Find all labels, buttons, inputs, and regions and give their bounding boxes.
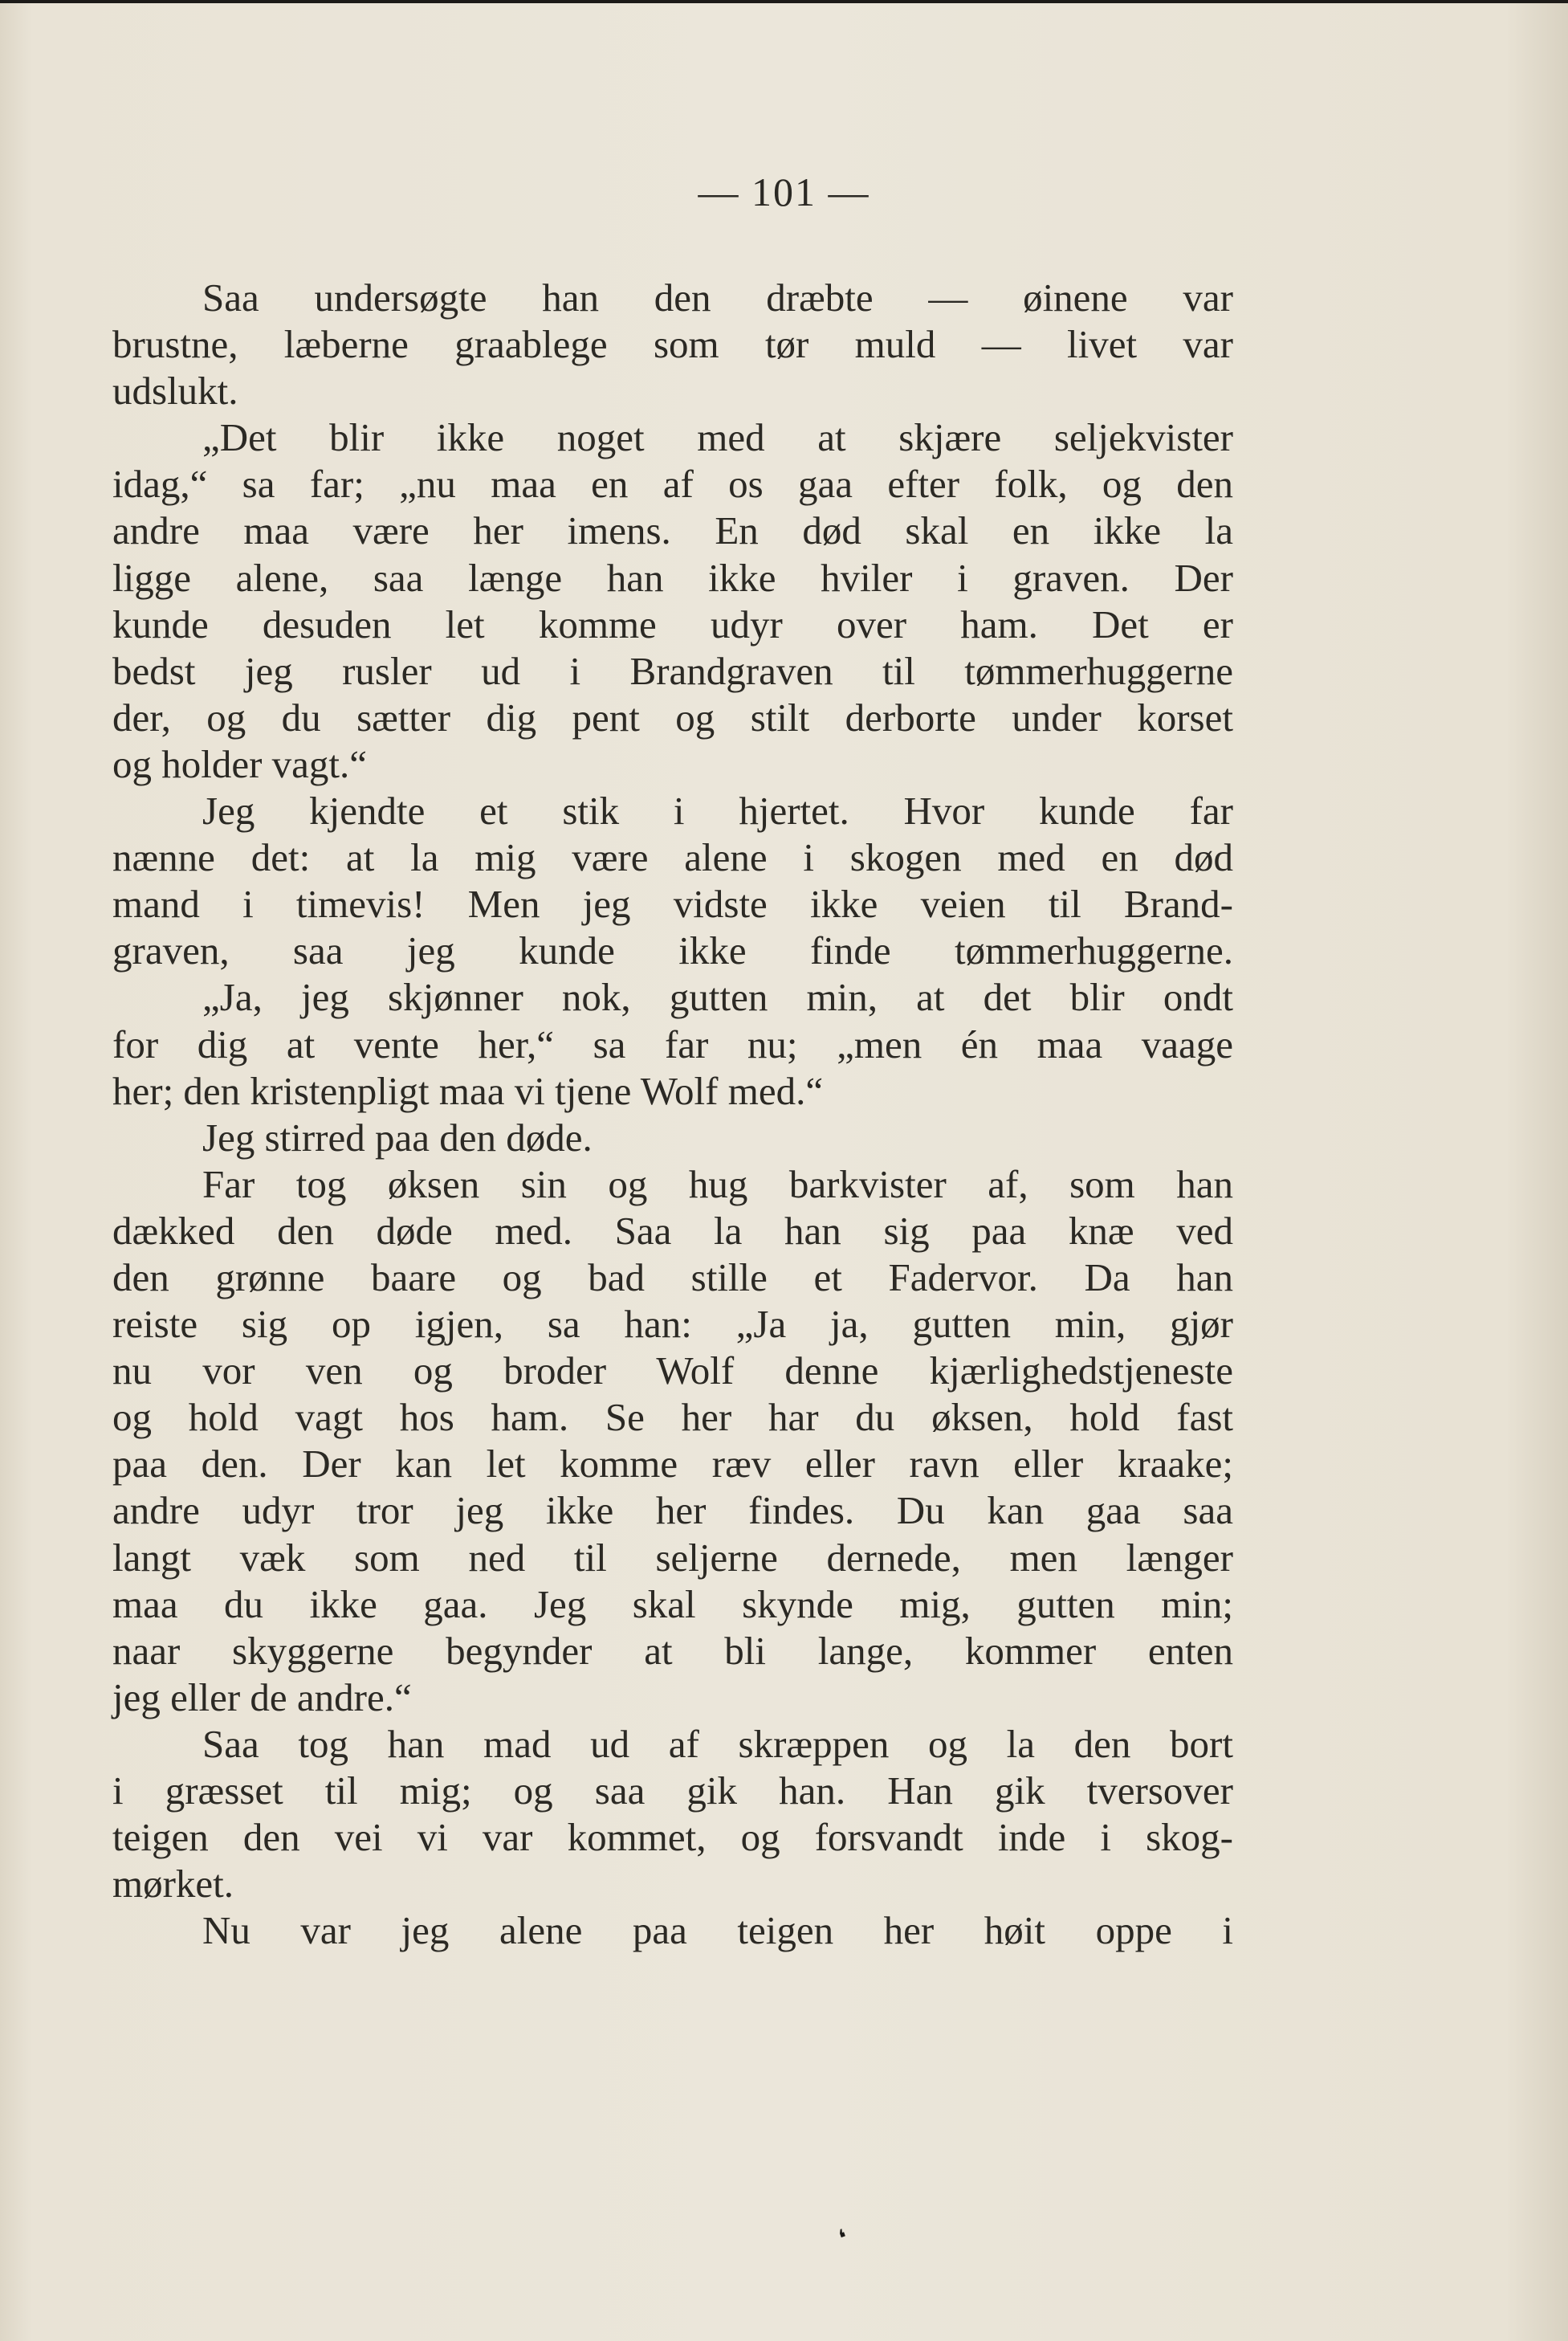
stray-ink-mark: ❛ (835, 2225, 853, 2253)
text-line: nænne det: at la mig være alene i skogen med en død (112, 835, 1233, 880)
page-number: — 101 — (698, 169, 870, 214)
text-line: dækked den døde med. Saa la han sig paa knæ ved (112, 1208, 1233, 1253)
text-line: udslukt. (112, 369, 238, 414)
text-line: for dig at vente her,“ sa far nu; „men én maa vaage (112, 1022, 1233, 1067)
text-line: reiste sig op igjen, sa han: „Ja ja, gutten min, gjør (112, 1302, 1233, 1347)
text-line: langt væk som ned til seljerne dernede, men længer (112, 1535, 1233, 1580)
text-line: Nu var jeg alene paa teigen her høit oppe i (202, 1908, 1233, 1953)
text-line: og holder vagt.“ (112, 741, 368, 786)
text-line: jeg eller de andre.“ (112, 1674, 412, 1719)
text-line: mand i timevis! Men jeg vidste ikke veien til Brand- (112, 882, 1233, 927)
text-line: og hold vagt hos ham. Se her har du øksen, hold fast (112, 1395, 1233, 1440)
text-line: der, og du sætter dig pent og stilt derborte under korset (112, 695, 1233, 740)
text-line: bedst jeg rusler ud i Brandgraven til tømmerhuggerne (112, 648, 1233, 693)
text-line: Jeg stirred paa den døde. (202, 1115, 593, 1160)
text-line: „Det blir ikke noget med at skjære seljekvister (202, 415, 1233, 460)
text-line: Saa undersøgte han den dræbte — øinene var (202, 275, 1233, 320)
text-line: Jeg kjendte et stik i hjertet. Hvor kunde far (202, 789, 1233, 834)
text-line: her; den kristenpligt maa vi tjene Wolf med.“ (112, 1068, 824, 1113)
text-line: graven, saa jeg kunde ikke finde tømmerhuggerne. (112, 928, 1233, 973)
text-line: den grønne baare og bad stille et Fadervor. Da han (112, 1254, 1233, 1299)
text-line: mørket. (112, 1862, 234, 1907)
text-line: andre maa være her imens. En død skal en ikke la (112, 508, 1233, 553)
text-line: ligge alene, saa længe han ikke hviler i graven. Der (112, 555, 1233, 600)
body-text (112, 275, 1233, 1954)
text-line: naar skyggerne begynder at bli lange, kommer enten (112, 1628, 1233, 1673)
text-line: maa du ikke gaa. Jeg skal skynde mig, gutten min; (112, 1581, 1233, 1626)
text-line: idag,“ sa far; „nu maa en af os gaa efter folk, og den (112, 462, 1233, 507)
text-line: paa den. Der kan let komme ræv eller ravn eller kraake; (112, 1442, 1233, 1487)
text-line: Far tog øksen sin og hug barkvister af, som han (202, 1161, 1233, 1206)
text-line: brustne, læberne graablege som tør muld — livet var (112, 322, 1233, 367)
text-line: „Ja, jeg skjønner nok, gutten min, at det blir ondt (202, 975, 1233, 1020)
text-line: teigen den vei vi var kommet, og forsvandt inde i skog- (112, 1815, 1233, 1860)
text-line: kunde desuden let komme udyr over ham. Det er (112, 602, 1233, 646)
text-line: nu vor ven og broder Wolf denne kjærlighedstjeneste (112, 1348, 1233, 1393)
text-line: i græsset til mig; og saa gik han. Han gik tversover (112, 1768, 1233, 1813)
text-line: Saa tog han mad ud af skræppen og la den bort (202, 1721, 1233, 1766)
page-top-edge (0, 0, 1568, 3)
text-line: andre udyr tror jeg ikke her findes. Du kan gaa saa (112, 1488, 1233, 1533)
